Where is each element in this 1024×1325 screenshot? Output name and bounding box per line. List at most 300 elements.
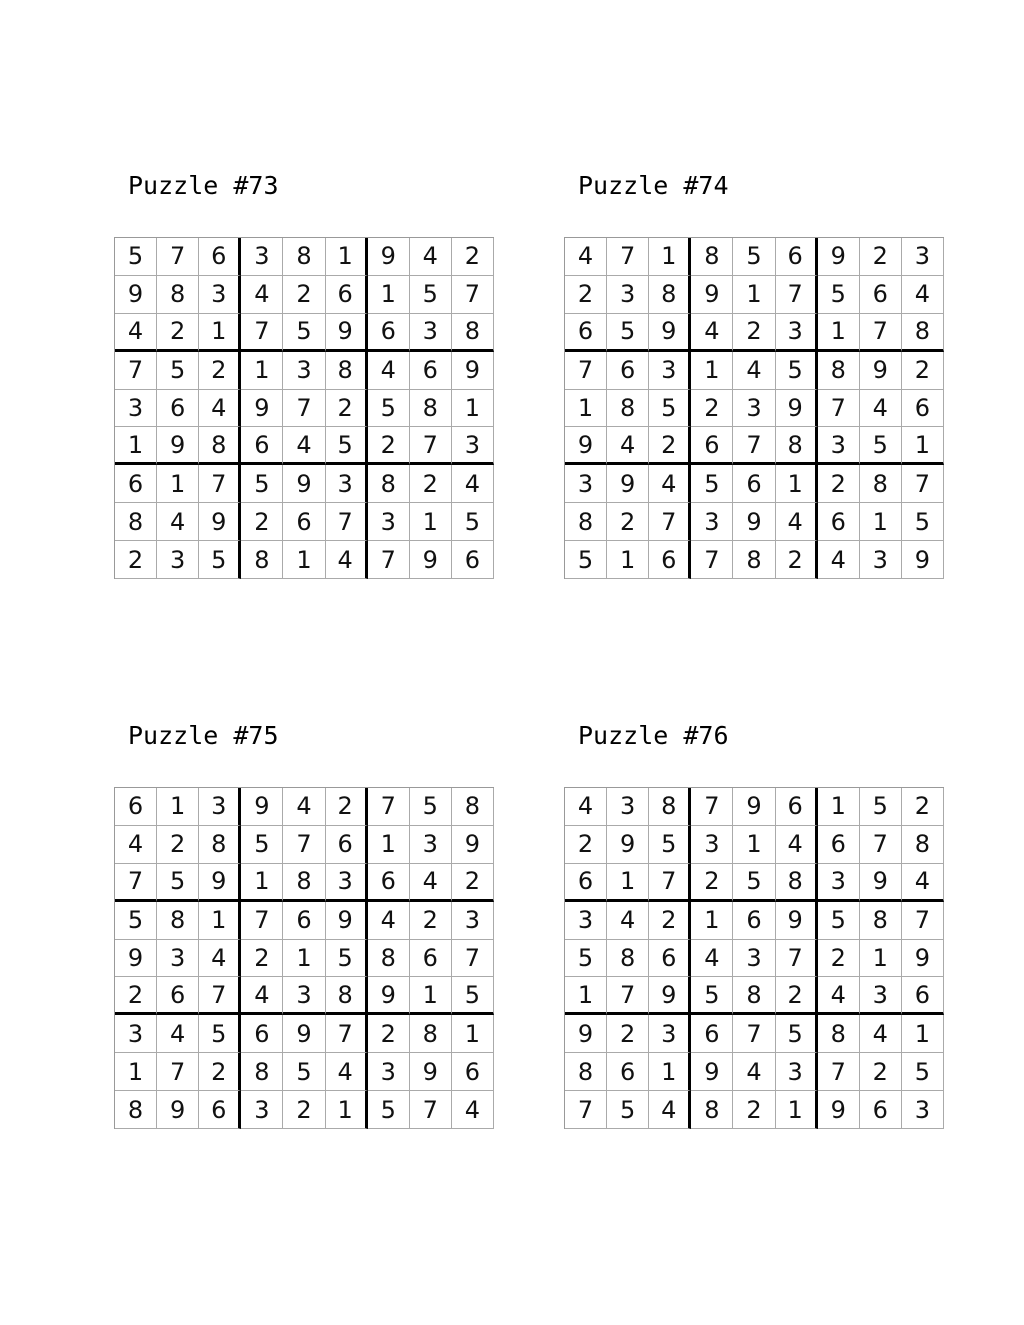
grid-cell: 3 [283, 977, 325, 1015]
grid-cell: 1 [691, 902, 733, 940]
grid-cell: 5 [607, 314, 649, 352]
grid-cell: 5 [733, 238, 775, 276]
grid-cell: 5 [410, 276, 452, 314]
grid-cell: 5 [283, 1053, 325, 1091]
grid-cell: 2 [607, 1015, 649, 1053]
grid-cell: 2 [452, 864, 494, 902]
grid-cell: 9 [818, 238, 860, 276]
grid-cell: 7 [410, 427, 452, 465]
grid-cell: 7 [733, 427, 775, 465]
grid-cell: 2 [776, 541, 818, 579]
grid-cell: 8 [902, 826, 944, 864]
grid-cell: 1 [818, 314, 860, 352]
grid-cell: 3 [410, 314, 452, 352]
grid-cell: 9 [199, 503, 241, 541]
grid-cell: 5 [691, 465, 733, 503]
grid-cell: 2 [410, 465, 452, 503]
grid-cell: 6 [860, 276, 902, 314]
grid-cell: 2 [410, 902, 452, 940]
grid-cell: 4 [607, 427, 649, 465]
grid-cell: 9 [410, 541, 452, 579]
grid-cell: 3 [115, 1015, 157, 1053]
grid-cell: 4 [368, 352, 410, 390]
grid-cell: 1 [733, 276, 775, 314]
grid-cell: 9 [452, 352, 494, 390]
grid-cell: 3 [368, 1053, 410, 1091]
grid-cell: 4 [733, 1053, 775, 1091]
grid-cell: 6 [776, 788, 818, 826]
grid-cell: 4 [452, 465, 494, 503]
grid-cell: 7 [241, 314, 283, 352]
grid-cell: 3 [649, 1015, 691, 1053]
grid-cell: 3 [607, 276, 649, 314]
grid-cell: 4 [241, 276, 283, 314]
grid-cell: 7 [241, 902, 283, 940]
grid-cell: 6 [452, 541, 494, 579]
grid-cell: 7 [607, 238, 649, 276]
grid-cell: 8 [410, 390, 452, 428]
grid-cell: 8 [733, 977, 775, 1015]
grid-cell: 7 [199, 465, 241, 503]
grid-cell: 1 [565, 390, 607, 428]
grid-cell: 3 [649, 352, 691, 390]
grid-cell: 9 [241, 390, 283, 428]
grid-cell: 6 [452, 1053, 494, 1091]
grid-cell: 4 [157, 503, 199, 541]
puzzle-title: Puzzle #73 [128, 171, 279, 200]
grid-cell: 4 [283, 427, 325, 465]
grid-cell: 4 [565, 788, 607, 826]
grid-cell: 5 [115, 238, 157, 276]
grid-cell: 2 [115, 977, 157, 1015]
grid-cell: 2 [860, 1053, 902, 1091]
grid-cell: 7 [733, 1015, 775, 1053]
grid-cell: 3 [776, 314, 818, 352]
grid-cell: 3 [452, 902, 494, 940]
grid-cell: 7 [607, 977, 649, 1015]
grid-cell: 6 [818, 503, 860, 541]
grid-cell: 7 [902, 465, 944, 503]
grid-cell: 6 [241, 1015, 283, 1053]
grid-cell: 4 [410, 864, 452, 902]
grid-cell: 4 [691, 314, 733, 352]
grid-cell: 8 [860, 902, 902, 940]
grid-cell: 9 [776, 390, 818, 428]
grid-cell: 8 [368, 465, 410, 503]
grid-cell: 4 [283, 788, 325, 826]
grid-cell: 7 [691, 788, 733, 826]
grid-cell: 2 [368, 1015, 410, 1053]
grid-cell: 7 [776, 940, 818, 978]
grid-cell: 7 [326, 503, 368, 541]
grid-cell: 2 [733, 314, 775, 352]
grid-cell: 5 [326, 940, 368, 978]
grid-cell: 3 [565, 902, 607, 940]
grid-cell: 3 [902, 1091, 944, 1129]
grid-cell: 8 [649, 276, 691, 314]
grid-cell: 1 [368, 826, 410, 864]
grid-cell: 1 [115, 1053, 157, 1091]
grid-cell: 2 [649, 427, 691, 465]
grid-cell: 6 [283, 902, 325, 940]
grid-cell: 6 [241, 427, 283, 465]
grid-cell: 2 [452, 238, 494, 276]
grid-cell: 6 [283, 503, 325, 541]
grid-cell: 4 [818, 977, 860, 1015]
grid-cell: 9 [649, 314, 691, 352]
grid-cell: 8 [241, 541, 283, 579]
grid-cell: 6 [199, 238, 241, 276]
grid-cell: 1 [565, 977, 607, 1015]
grid-cell: 1 [902, 427, 944, 465]
grid-cell: 2 [649, 902, 691, 940]
grid-cell: 8 [860, 465, 902, 503]
grid-cell: 2 [565, 826, 607, 864]
grid-cell: 1 [157, 465, 199, 503]
grid-cell: 1 [691, 352, 733, 390]
grid-cell: 3 [241, 238, 283, 276]
grid-cell: 8 [776, 864, 818, 902]
grid-cell: 5 [326, 427, 368, 465]
grid-cell: 1 [115, 427, 157, 465]
grid-cell: 6 [565, 864, 607, 902]
grid-cell: 2 [565, 276, 607, 314]
grid-cell: 5 [115, 902, 157, 940]
grid-cell: 3 [565, 465, 607, 503]
grid-cell: 5 [902, 1053, 944, 1091]
grid-cell: 9 [283, 1015, 325, 1053]
grid-cell: 6 [565, 314, 607, 352]
grid-cell: 4 [410, 238, 452, 276]
grid-cell: 7 [649, 503, 691, 541]
grid-cell: 3 [157, 541, 199, 579]
sudoku-grid [564, 787, 944, 1129]
grid-cell: 5 [199, 541, 241, 579]
grid-cell: 1 [410, 977, 452, 1015]
grid-cell: 7 [199, 977, 241, 1015]
grid-cell: 8 [607, 390, 649, 428]
grid-cell: 8 [283, 864, 325, 902]
grid-cell: 3 [860, 541, 902, 579]
grid-cell: 2 [241, 940, 283, 978]
grid-cell: 7 [452, 276, 494, 314]
grid-cell: 2 [902, 352, 944, 390]
grid-cell: 9 [902, 541, 944, 579]
grid-cell: 1 [860, 940, 902, 978]
grid-cell: 1 [283, 940, 325, 978]
grid-cell: 9 [157, 427, 199, 465]
grid-cell: 4 [649, 1091, 691, 1129]
grid-cell: 5 [283, 314, 325, 352]
grid-cell: 6 [902, 390, 944, 428]
grid-cell: 6 [607, 352, 649, 390]
grid-cell: 6 [157, 977, 199, 1015]
grid-cell: 3 [452, 427, 494, 465]
grid-cell: 2 [241, 503, 283, 541]
grid-cell: 1 [607, 541, 649, 579]
grid-cell: 3 [776, 1053, 818, 1091]
grid-cell: 8 [410, 1015, 452, 1053]
grid-cell: 8 [776, 427, 818, 465]
grid-cell: 1 [733, 826, 775, 864]
grid-cell: 7 [368, 541, 410, 579]
grid-cell: 1 [410, 503, 452, 541]
grid-cell: 3 [368, 503, 410, 541]
grid-cell: 8 [368, 940, 410, 978]
grid-cell: 3 [902, 238, 944, 276]
grid-cell: 2 [157, 826, 199, 864]
grid-cell: 1 [452, 390, 494, 428]
grid-cell: 4 [860, 1015, 902, 1053]
grid-cell: 4 [733, 352, 775, 390]
grid-cell: 5 [410, 788, 452, 826]
grid-cell: 8 [241, 1053, 283, 1091]
grid-cell: 3 [860, 977, 902, 1015]
grid-cell: 5 [157, 352, 199, 390]
grid-cell: 9 [115, 940, 157, 978]
grid-cell: 7 [565, 1091, 607, 1129]
grid-cell: 4 [691, 940, 733, 978]
grid-cell: 6 [410, 940, 452, 978]
grid-cell: 5 [607, 1091, 649, 1129]
grid-cell: 7 [818, 390, 860, 428]
grid-cell: 3 [199, 276, 241, 314]
grid-cell: 4 [776, 503, 818, 541]
grid-cell: 7 [326, 1015, 368, 1053]
grid-cell: 1 [452, 1015, 494, 1053]
grid-cell: 6 [691, 1015, 733, 1053]
grid-cell: 4 [902, 864, 944, 902]
puzzle-title: Puzzle #74 [578, 171, 729, 200]
grid-cell: 8 [902, 314, 944, 352]
grid-cell: 7 [452, 940, 494, 978]
puzzle-title: Puzzle #76 [578, 721, 729, 750]
grid-cell: 4 [452, 1091, 494, 1129]
sudoku-grid [564, 237, 944, 579]
grid-cell: 7 [860, 826, 902, 864]
grid-cell: 9 [410, 1053, 452, 1091]
grid-cell: 6 [157, 390, 199, 428]
grid-cell: 7 [565, 352, 607, 390]
grid-cell: 7 [902, 902, 944, 940]
grid-cell: 6 [115, 788, 157, 826]
grid-cell: 5 [902, 503, 944, 541]
grid-cell: 6 [733, 902, 775, 940]
grid-cell: 8 [283, 238, 325, 276]
grid-cell: 8 [818, 1015, 860, 1053]
grid-cell: 3 [607, 788, 649, 826]
grid-cell: 4 [860, 390, 902, 428]
grid-cell: 7 [649, 864, 691, 902]
grid-cell: 5 [565, 541, 607, 579]
grid-cell: 3 [818, 864, 860, 902]
grid-cell: 9 [691, 1053, 733, 1091]
grid-cell: 8 [818, 352, 860, 390]
grid-cell: 8 [199, 826, 241, 864]
grid-cell: 2 [115, 541, 157, 579]
grid-cell: 8 [199, 427, 241, 465]
grid-cell: 6 [776, 238, 818, 276]
grid-cell: 5 [860, 788, 902, 826]
grid-cell: 8 [115, 1091, 157, 1129]
grid-cell: 8 [691, 1091, 733, 1129]
grid-cell: 9 [902, 940, 944, 978]
grid-cell: 8 [733, 541, 775, 579]
grid-cell: 4 [368, 902, 410, 940]
grid-cell: 5 [565, 940, 607, 978]
grid-cell: 4 [649, 465, 691, 503]
grid-cell: 9 [241, 788, 283, 826]
grid-cell: 1 [368, 276, 410, 314]
grid-cell: 8 [157, 902, 199, 940]
grid-cell: 2 [902, 788, 944, 826]
grid-cell: 7 [776, 276, 818, 314]
grid-cell: 1 [199, 314, 241, 352]
grid-cell: 1 [860, 503, 902, 541]
grid-cell: 2 [157, 314, 199, 352]
grid-cell: 8 [326, 352, 368, 390]
grid-cell: 1 [157, 788, 199, 826]
grid-cell: 5 [776, 352, 818, 390]
grid-cell: 8 [565, 503, 607, 541]
grid-cell: 9 [368, 238, 410, 276]
grid-cell: 9 [115, 276, 157, 314]
grid-cell: 4 [199, 940, 241, 978]
grid-cell: 4 [818, 541, 860, 579]
grid-cell: 4 [199, 390, 241, 428]
grid-cell: 9 [818, 1091, 860, 1129]
grid-cell: 2 [818, 465, 860, 503]
grid-cell: 1 [776, 1091, 818, 1129]
grid-cell: 5 [649, 826, 691, 864]
grid-cell: 5 [776, 1015, 818, 1053]
sudoku-grid [114, 787, 494, 1129]
grid-cell: 6 [733, 465, 775, 503]
grid-cell: 7 [157, 1053, 199, 1091]
puzzle-title: Puzzle #75 [128, 721, 279, 750]
grid-cell: 8 [452, 788, 494, 826]
grid-cell: 6 [326, 826, 368, 864]
grid-cell: 5 [733, 864, 775, 902]
grid-cell: 9 [607, 826, 649, 864]
grid-cell: 2 [283, 276, 325, 314]
grid-cell: 8 [452, 314, 494, 352]
grid-cell: 9 [565, 427, 607, 465]
grid-cell: 6 [115, 465, 157, 503]
grid-cell: 7 [115, 352, 157, 390]
grid-cell: 2 [326, 390, 368, 428]
grid-cell: 4 [326, 541, 368, 579]
grid-cell: 7 [283, 390, 325, 428]
grid-cell: 4 [607, 902, 649, 940]
grid-cell: 1 [241, 352, 283, 390]
grid-cell: 4 [241, 977, 283, 1015]
grid-cell: 9 [368, 977, 410, 1015]
grid-cell: 2 [283, 1091, 325, 1129]
grid-cell: 1 [818, 788, 860, 826]
grid-cell: 5 [818, 902, 860, 940]
grid-cell: 3 [115, 390, 157, 428]
grid-cell: 7 [368, 788, 410, 826]
grid-cell: 1 [776, 465, 818, 503]
grid-cell: 1 [902, 1015, 944, 1053]
grid-cell: 3 [733, 940, 775, 978]
grid-cell: 1 [649, 238, 691, 276]
grid-cell: 1 [283, 541, 325, 579]
grid-cell: 9 [607, 465, 649, 503]
grid-cell: 9 [565, 1015, 607, 1053]
grid-cell: 5 [199, 1015, 241, 1053]
grid-cell: 6 [818, 826, 860, 864]
grid-cell: 5 [157, 864, 199, 902]
grid-cell: 6 [368, 864, 410, 902]
grid-cell: 3 [241, 1091, 283, 1129]
grid-cell: 5 [860, 427, 902, 465]
grid-cell: 1 [649, 1053, 691, 1091]
grid-cell: 5 [649, 390, 691, 428]
grid-cell: 5 [368, 1091, 410, 1129]
grid-cell: 1 [326, 238, 368, 276]
grid-cell: 3 [326, 864, 368, 902]
grid-cell: 6 [902, 977, 944, 1015]
grid-cell: 3 [733, 390, 775, 428]
grid-cell: 7 [410, 1091, 452, 1129]
grid-cell: 4 [776, 826, 818, 864]
grid-cell: 9 [691, 276, 733, 314]
grid-cell: 1 [199, 902, 241, 940]
grid-cell: 9 [649, 977, 691, 1015]
grid-cell: 1 [326, 1091, 368, 1129]
grid-cell: 9 [776, 902, 818, 940]
grid-cell: 8 [649, 788, 691, 826]
grid-cell: 9 [860, 864, 902, 902]
grid-cell: 1 [607, 864, 649, 902]
grid-cell: 6 [326, 276, 368, 314]
grid-cell: 5 [452, 977, 494, 1015]
grid-cell: 3 [818, 427, 860, 465]
grid-cell: 3 [326, 465, 368, 503]
grid-cell: 5 [241, 465, 283, 503]
grid-cell: 2 [326, 788, 368, 826]
grid-cell: 2 [691, 864, 733, 902]
grid-cell: 7 [115, 864, 157, 902]
grid-cell: 2 [860, 238, 902, 276]
grid-cell: 5 [691, 977, 733, 1015]
grid-cell: 5 [452, 503, 494, 541]
grid-cell: 6 [199, 1091, 241, 1129]
grid-cell: 8 [326, 977, 368, 1015]
grid-cell: 9 [733, 788, 775, 826]
grid-cell: 3 [691, 503, 733, 541]
grid-cell: 2 [199, 1053, 241, 1091]
grid-cell: 5 [818, 276, 860, 314]
grid-cell: 6 [410, 352, 452, 390]
grid-cell: 3 [199, 788, 241, 826]
grid-cell: 6 [691, 427, 733, 465]
grid-cell: 7 [818, 1053, 860, 1091]
grid-cell: 8 [565, 1053, 607, 1091]
grid-cell: 8 [115, 503, 157, 541]
grid-cell: 2 [776, 977, 818, 1015]
grid-cell: 9 [860, 352, 902, 390]
grid-cell: 6 [860, 1091, 902, 1129]
grid-cell: 5 [368, 390, 410, 428]
grid-cell: 6 [368, 314, 410, 352]
grid-cell: 2 [607, 503, 649, 541]
grid-cell: 9 [326, 314, 368, 352]
grid-cell: 8 [691, 238, 733, 276]
grid-cell: 2 [368, 427, 410, 465]
